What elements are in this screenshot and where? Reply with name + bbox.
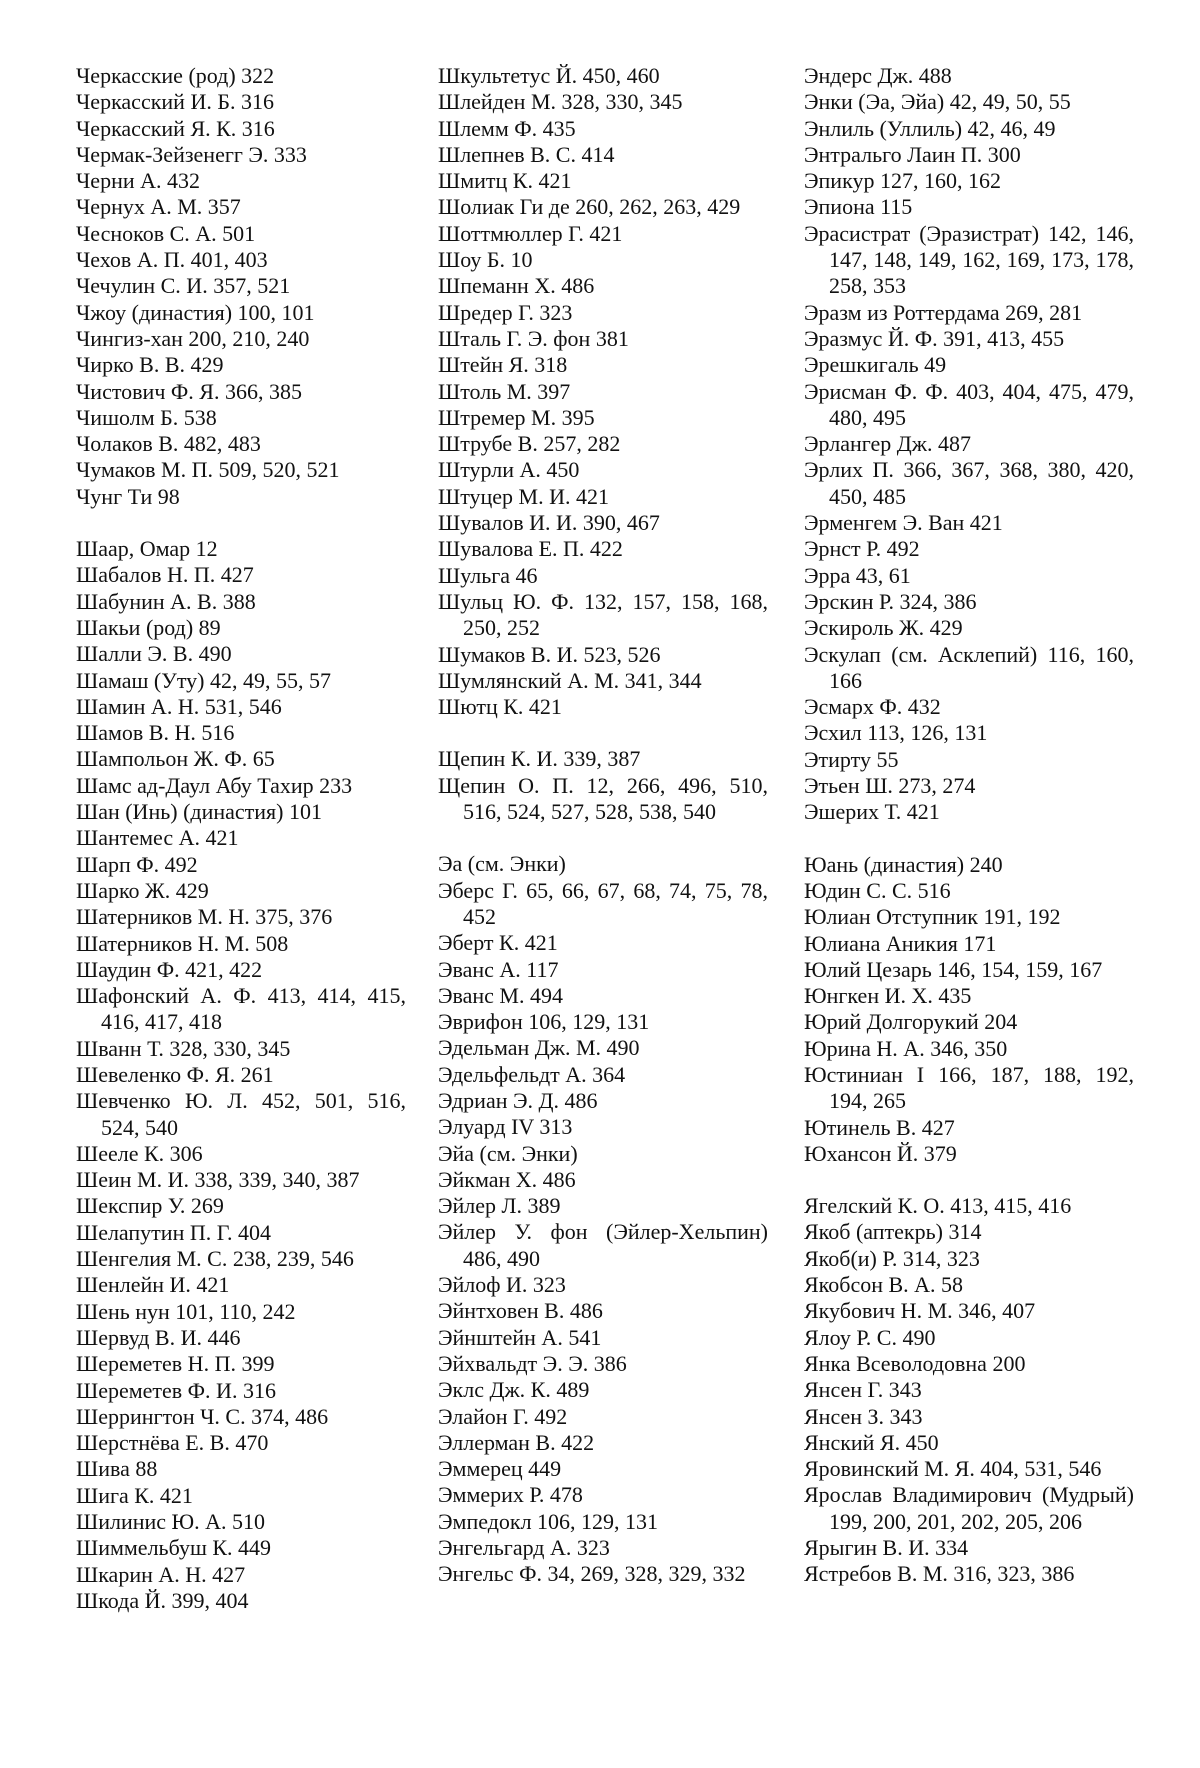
index-entry: Чумаков М. П. 509, 520, 521 bbox=[76, 457, 340, 483]
index-entry: Шувалов И. И. 390, 467 bbox=[438, 510, 660, 536]
index-entry: Янка Всеволодовна 200 bbox=[804, 1350, 1026, 1376]
letter-group-gap bbox=[804, 826, 1134, 852]
index-entry: Эпикур 127, 160, 162 bbox=[804, 168, 1001, 194]
index-entry: Щепин К. И. 339, 387 bbox=[438, 746, 641, 772]
index-entry: Юлиан Отступник 191, 192 bbox=[804, 904, 1061, 930]
index-entry: Элайон Г. 492 bbox=[438, 1403, 568, 1429]
index-entry: Эйнтховен В. 486 bbox=[438, 1298, 603, 1324]
index-entry: Штрубе В. 257, 282 bbox=[438, 431, 621, 457]
index-entry: Чолаков В. 482, 483 bbox=[76, 431, 261, 457]
index-entry: Эмпедокл 106, 129, 131 bbox=[438, 1508, 659, 1534]
index-entry: Якобсон В. А. 58 bbox=[804, 1272, 964, 1298]
index-entry: Эдельфельдт А. 364 bbox=[438, 1061, 626, 1087]
index-column-1 bbox=[76, 63, 406, 1614]
index-entry: Эберс Г. 65, 66, 67, 68, 74, 75, 78, 452 bbox=[438, 877, 768, 929]
index-entry: Шиммельбуш К. 449 bbox=[76, 1535, 272, 1561]
index-entry: Шакьи (род) 89 bbox=[76, 614, 221, 640]
index-entry: Эллерман В. 422 bbox=[438, 1429, 595, 1455]
index-entry: Эрлих П. 366, 367, 368, 380, 420, 450, 485 bbox=[804, 457, 1134, 509]
index-entry: Шееле К. 306 bbox=[76, 1140, 203, 1166]
index-entry: Шульц Ю. Ф. 132, 157, 158, 168, 250, 252 bbox=[438, 588, 768, 641]
index-entry: Штурли А. 450 bbox=[438, 457, 580, 483]
index-entry: Шекспир У. 269 bbox=[76, 1193, 224, 1219]
index-entry: Янсен Г. 343 bbox=[804, 1377, 922, 1403]
index-entry: Энгельс Ф. 34, 269, 328, 329, 332 bbox=[438, 1561, 746, 1587]
index-entry: Шантемес А. 421 bbox=[76, 825, 239, 851]
index-entry: Шлепнев В. С. 414 bbox=[438, 141, 615, 167]
index-entry: Юхансон Й. 379 bbox=[804, 1140, 957, 1166]
index-entry: Якоб(и) Р. 314, 323 bbox=[804, 1245, 980, 1271]
index-entry: Шкарин А. Н. 427 bbox=[76, 1561, 246, 1587]
index-entry: Эрскин Р. 324, 386 bbox=[804, 588, 977, 614]
index-entry: Шамс ад-Даул Абу Тахир 233 bbox=[76, 772, 353, 798]
index-entry: Шевеленко Ф. Я. 261 bbox=[76, 1061, 274, 1087]
index-entry: Эрасистрат (Эразистрат) 142, 146, 147, 148, 149, 162, 169, 173, 178, 258, 353 bbox=[804, 220, 1134, 299]
index-entry: Юань (династия) 240 bbox=[804, 851, 1003, 877]
index-entry: Эммерих Р. 478 bbox=[438, 1482, 583, 1508]
index-entry: Чунг Ти 98 bbox=[76, 483, 180, 509]
index-entry: Эрлангер Дж. 487 bbox=[804, 431, 971, 457]
index-entry: Шумаков В. И. 523, 526 bbox=[438, 641, 661, 667]
index-entry: Эндерс Дж. 488 bbox=[804, 63, 952, 88]
index-entry: Эскироль Ж. 429 bbox=[804, 615, 963, 641]
index-entry: Шамин А. Н. 531, 546 bbox=[76, 693, 282, 719]
index-entry: Шульга 46 bbox=[438, 562, 538, 588]
index-entry: Чистович Ф. Я. 366, 385 bbox=[76, 378, 302, 404]
index-entry: Эклс Дж. К. 489 bbox=[438, 1377, 590, 1403]
index-entry: Шталь Г. Э. фон 381 bbox=[438, 325, 629, 351]
index-entry: Шумлянский А. М. 341, 344 bbox=[438, 667, 702, 693]
index-entry: Шеин М. И. 338, 339, 340, 387 bbox=[76, 1167, 360, 1193]
index-entry: Эйа (см. Энки) bbox=[438, 1140, 578, 1166]
index-entry: Эразмус Й. Ф. 391, 413, 455 bbox=[804, 325, 1065, 351]
index-entry: Энгельгард А. 323 bbox=[438, 1535, 610, 1561]
index-entry: Энтральго Лаин П. 300 bbox=[804, 141, 1021, 167]
letter-group-gap bbox=[438, 825, 768, 851]
index-entry: Щепин О. П. 12, 266, 496, 510, 516, 524, 527, 528, 538, 540 bbox=[438, 772, 768, 825]
index-entry: Юстиниан I 166, 187, 188, 192, 194, 265 bbox=[804, 1061, 1134, 1114]
letter-group-gap bbox=[804, 1167, 1134, 1193]
index-entry: Шафонский А. Ф. 413, 414, 415, 416, 417, 418 bbox=[76, 983, 406, 1035]
index-entry: Шилинис Ю. А. 510 bbox=[76, 1509, 266, 1535]
index-entry: Эрнст Р. 492 bbox=[804, 536, 920, 562]
index-entry: Яровинский М. Я. 404, 531, 546 bbox=[804, 1456, 1102, 1482]
index-entry: Шатерников Н. М. 508 bbox=[76, 930, 289, 956]
index-entry: Элуард IV 313 bbox=[438, 1114, 573, 1140]
index-entry: Штуцер М. И. 421 bbox=[438, 483, 610, 509]
index-entry: Шарко Ж. 429 bbox=[76, 877, 209, 903]
index-entry: Черкасский И. Б. 316 bbox=[76, 89, 274, 115]
index-entry: Эммерец 449 bbox=[438, 1456, 562, 1482]
index-entry: Янсен З. 343 bbox=[804, 1403, 923, 1429]
index-entry: Этьен Ш. 273, 274 bbox=[804, 773, 976, 799]
index-entry: Юдин С. С. 516 bbox=[804, 877, 951, 903]
index-entry: Шень нун 101, 110, 242 bbox=[76, 1298, 296, 1324]
index-entry: Шабунин А. В. 388 bbox=[76, 588, 256, 614]
index-entry: Эа (см. Энки) bbox=[438, 851, 566, 877]
index-entry: Эберт К. 421 bbox=[438, 930, 558, 956]
index-entry: Шаар, Омар 12 bbox=[76, 536, 218, 562]
index-entry: Шенлейн И. 421 bbox=[76, 1272, 230, 1298]
index-entry: Шолиак Ги де 260, 262, 263, 429 bbox=[438, 194, 741, 220]
index-entry: Чесноков С. А. 501 bbox=[76, 220, 256, 246]
index-entry: Эшерих Т. 421 bbox=[804, 799, 940, 825]
index-entry: Чермак-Зейзенегг Э. 333 bbox=[76, 141, 307, 167]
index-entry: Шерстнёва Е. В. 470 bbox=[76, 1430, 269, 1456]
index-entry: Эйхвальдт Э. Э. 386 bbox=[438, 1350, 627, 1376]
index-entry: Шмитц К. 421 bbox=[438, 168, 572, 194]
index-entry: Чернух А. М. 357 bbox=[76, 194, 241, 220]
index-entry: Эванс А. 117 bbox=[438, 956, 559, 982]
index-entry: Эврифон 106, 129, 131 bbox=[438, 1009, 650, 1035]
index-entry: Эйлер У. фон (Эйлер-Хельпин) 486, 490 bbox=[438, 1219, 768, 1271]
index-entry: Этирту 55 bbox=[804, 746, 899, 772]
index-entry: Штоль М. 397 bbox=[438, 378, 571, 404]
index-entry: Чишолм Б. 538 bbox=[76, 404, 217, 430]
index-entry: Чирко В. В. 429 bbox=[76, 352, 224, 378]
index-entry: Шига К. 421 bbox=[76, 1482, 193, 1508]
index-entry: Штейн Я. 318 bbox=[438, 352, 568, 378]
index-entry: Шамов В. Н. 516 bbox=[76, 720, 235, 746]
index-entry: Шоттмюллер Г. 421 bbox=[438, 220, 623, 246]
index-entry: Эванс М. 494 bbox=[438, 982, 563, 1008]
index-entry: Чехов А. П. 401, 403 bbox=[76, 247, 268, 273]
index-entry: Эразм из Роттердама 269, 281 bbox=[804, 299, 1083, 325]
index-entry: Шереметев Н. П. 399 bbox=[76, 1351, 275, 1377]
index-entry: Чингиз-хан 200, 210, 240 bbox=[76, 325, 310, 351]
index-entry: Шарп Ф. 492 bbox=[76, 851, 198, 877]
index-entry: Шабалов Н. П. 427 bbox=[76, 562, 254, 588]
index-entry: Шалли Э. В. 490 bbox=[76, 641, 232, 667]
index-entry: Эйкман Х. 486 bbox=[438, 1166, 576, 1192]
index-entry: Шан (Инь) (династия) 101 bbox=[76, 799, 323, 825]
index-entry: Юнгкен И. Х. 435 bbox=[804, 983, 972, 1009]
index-entry: Шпеманн Х. 486 bbox=[438, 273, 595, 299]
index-entry: Ялоу Р. С. 490 bbox=[804, 1324, 936, 1350]
index-entry: Эдриан Э. Д. 486 bbox=[438, 1087, 598, 1113]
index-entry: Янский Я. 450 bbox=[804, 1429, 939, 1455]
letter-group-gap bbox=[438, 720, 768, 746]
index-entry: Черкасский Я. К. 316 bbox=[76, 115, 275, 141]
index-column-3 bbox=[804, 63, 1134, 1588]
index-entry: Эйлер Л. 389 bbox=[438, 1193, 561, 1219]
index-entry: Эйнштейн А. 541 bbox=[438, 1324, 602, 1350]
index-entry: Шаудин Ф. 421, 422 bbox=[76, 956, 263, 982]
index-entry: Ярыгин В. И. 334 bbox=[804, 1535, 969, 1561]
index-entry: Эдельман Дж. М. 490 bbox=[438, 1035, 640, 1061]
index-entry: Шувалова Е. П. 422 bbox=[438, 536, 623, 562]
index-entry: Шампольон Ж. Ф. 65 bbox=[76, 746, 275, 772]
index-entry: Чжоу (династия) 100, 101 bbox=[76, 299, 315, 325]
letter-group-gap bbox=[76, 510, 406, 536]
index-entry: Шванн Т. 328, 330, 345 bbox=[76, 1035, 291, 1061]
index-entry: Шереметев Ф. И. 316 bbox=[76, 1377, 276, 1403]
index-entry: Шелапутин П. Г. 404 bbox=[76, 1219, 271, 1245]
index-entry: Шкультетус Й. 450, 460 bbox=[438, 63, 660, 88]
index-entry: Шлейден М. 328, 330, 345 bbox=[438, 89, 683, 115]
index-entry: Ютинель В. 427 bbox=[804, 1114, 955, 1140]
index-entry: Шредер Г. 323 bbox=[438, 299, 573, 325]
index-entry: Эйлоф И. 323 bbox=[438, 1272, 566, 1298]
index-entry: Черкасские (род) 322 bbox=[76, 63, 275, 88]
index-entry: Шамаш (Уту) 42, 49, 55, 57 bbox=[76, 667, 331, 693]
index-entry: Эсхил 113, 126, 131 bbox=[804, 720, 988, 746]
index-entry: Шкода Й. 399, 404 bbox=[76, 1587, 249, 1613]
index-entry: Шоу Б. 10 bbox=[438, 247, 533, 273]
index-entry: Энки (Эа, Эйа) 42, 49, 50, 55 bbox=[804, 89, 1071, 115]
index-entry: Шенгелия М. С. 238, 239, 546 bbox=[76, 1246, 354, 1272]
index-entry: Шлемм Ф. 435 bbox=[438, 115, 576, 141]
index-entry: Чечулин С. И. 357, 521 bbox=[76, 273, 291, 299]
index-entry: Эскулап (см. Асклепий) 116, 160, 166 bbox=[804, 641, 1134, 693]
index-entry: Якоб (аптекрь) 314 bbox=[804, 1219, 982, 1245]
index-entry: Эрешкигаль 49 bbox=[804, 352, 947, 378]
index-entry: Эрра 43, 61 bbox=[804, 562, 911, 588]
index-entry: Якубович Н. М. 346, 407 bbox=[804, 1298, 1036, 1324]
index-entry: Ягелский К. О. 413, 415, 416 bbox=[804, 1193, 1072, 1219]
index-entry: Шатерников М. Н. 375, 376 bbox=[76, 904, 333, 930]
index-entry: Эрисман Ф. Ф. 403, 404, 475, 479, 480, 495 bbox=[804, 378, 1134, 430]
index-entry: Юрина Н. А. 346, 350 bbox=[804, 1035, 1008, 1061]
index-entry: Шервуд В. И. 446 bbox=[76, 1324, 241, 1350]
index-entry: Черни А. 432 bbox=[76, 168, 200, 194]
index-column-2 bbox=[438, 63, 768, 1588]
index-entry: Шютц К. 421 bbox=[438, 694, 562, 720]
index-entry: Штремер М. 395 bbox=[438, 404, 595, 430]
index-entry: Ястребов В. М. 316, 323, 386 bbox=[804, 1561, 1075, 1587]
index-entry: Эпиона 115 bbox=[804, 194, 913, 220]
index-entry: Юрий Долгорукий 204 bbox=[804, 1009, 1018, 1035]
index-entry: Юлий Цезарь 146, 154, 159, 167 bbox=[804, 956, 1103, 982]
index-entry: Шевченко Ю. Л. 452, 501, 516, 524, 540 bbox=[76, 1088, 406, 1140]
index-entry: Шеррингтон Ч. С. 374, 486 bbox=[76, 1403, 329, 1429]
index-entry: Юлиана Аникия 171 bbox=[804, 930, 997, 956]
index-entry: Эрменгем Э. Ван 421 bbox=[804, 510, 1003, 536]
index-entry: Шива 88 bbox=[76, 1456, 158, 1482]
index-entry: Ярослав Владимирович (Мудрый) 199, 200, 201, 202, 205, 206 bbox=[804, 1482, 1134, 1534]
index-entry: Эсмарх Ф. 432 bbox=[804, 694, 941, 720]
index-entry: Энлиль (Уллиль) 42, 46, 49 bbox=[804, 115, 1056, 141]
